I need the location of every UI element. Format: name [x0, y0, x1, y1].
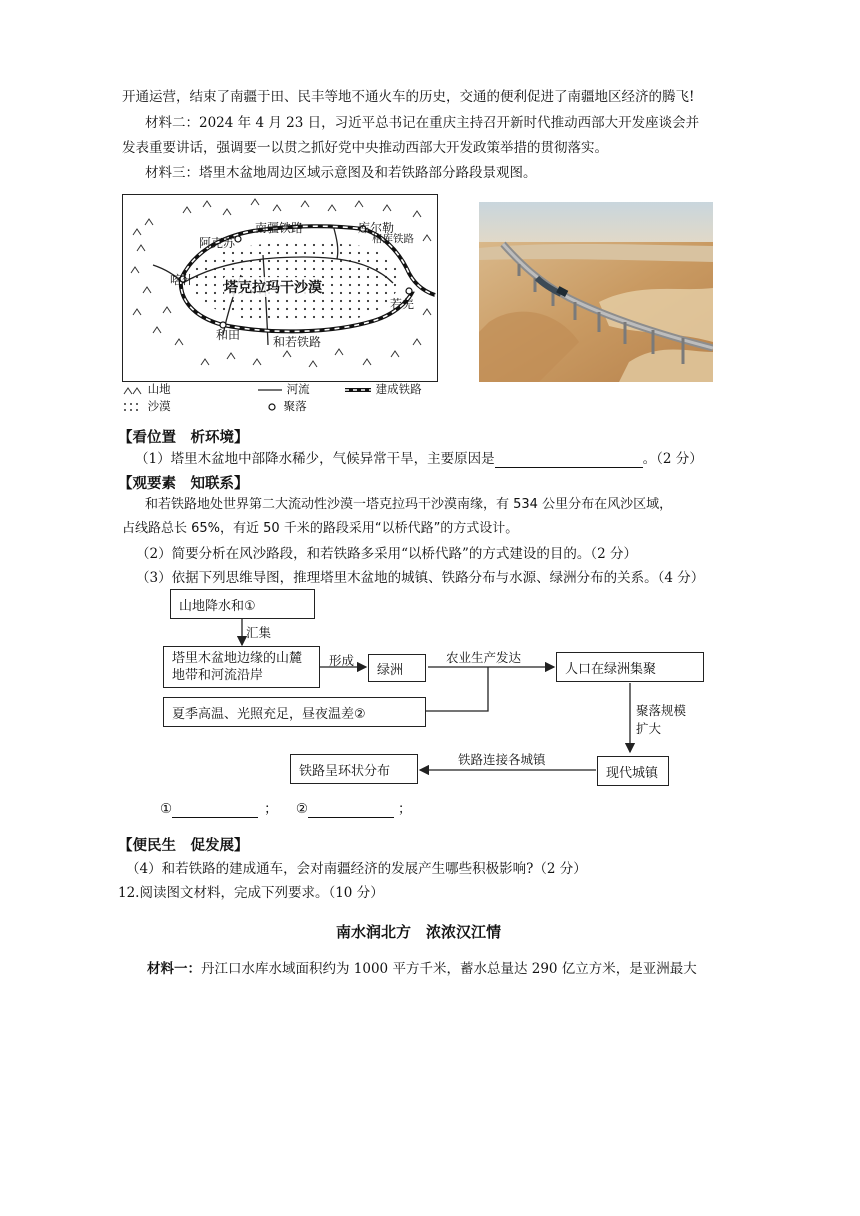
flow-box-climate: 夏季高温、光照充足，昼夜温差②: [163, 697, 426, 727]
legend-settlement: 聚落: [264, 398, 307, 414]
q12-material-1: 材料一：丹江口水库水域面积约为 1000 平方千米，蓄水总量达 290 亿立方米，是亚洲最大: [147, 961, 697, 977]
section-heading-location: 【看位置 析环境】: [118, 430, 249, 446]
label-south-xinjiang-rail: 南疆铁路: [255, 221, 304, 235]
flow-box-population: 人口在绿洲集聚: [556, 652, 704, 682]
label-aksu: 阿克苏: [199, 236, 236, 250]
flow-box-modern-city: 现代城镇: [597, 756, 669, 786]
label-korla: 库尔勒: [358, 221, 395, 235]
legend-mountain: 山地: [122, 381, 171, 397]
legend-railway: 建成铁路: [344, 381, 422, 397]
label-taklamakan-desert: 塔克拉玛干沙漠: [224, 277, 322, 297]
section-heading-elements: 【观要素 知联系】: [118, 476, 249, 492]
question-1: （1）塔里木盆地中部降水稀少，气候异常干旱，主要原因是 。（2 分）: [135, 451, 703, 467]
question-12: 12.阅读图文材料，完成下列要求。（10 分）: [118, 885, 384, 901]
question-4: （4）和若铁路的建成通车，会对南疆经济的发展产生哪些积极影响?（2 分）: [126, 861, 587, 877]
section-2-para-2: 占线路总长 65%，有近 50 千米的路段采用“以桥代路”的方式设计。: [122, 521, 519, 536]
flow-box-ring-railway: 铁路呈环状分布: [290, 754, 418, 784]
section-2-para-1: 和若铁路地处世界第二大流动性沙漠一塔克拉玛干沙漠南缘，有 534 公里分布在风沙区域，: [145, 497, 673, 512]
answer-blank-1: [172, 817, 258, 818]
flow-box-oasis: 绿洲: [368, 654, 426, 682]
flow-label-agriculture: 农业生产发达: [446, 650, 522, 665]
flow-label-expand-2: 扩大: [636, 721, 662, 736]
question-2: （2）简要分析在风沙路段，和若铁路多采用“以桥代路”的方式建设的目的。（2 分）: [136, 546, 638, 562]
question-3: （3）依据下列思维导图，推理塔里木盆地的城镇、铁路分布与水源、绿洲分布的关系。（4 分）: [136, 570, 705, 586]
label-herou-rail: 和若铁路: [273, 335, 322, 349]
flow-box-basin-edge: 塔里木盆地边缘的山麓 地带和河流沿岸: [163, 646, 320, 688]
intro-line-0: 开通运营，结束了南疆于田、民丰等地不通火车的历史，交通的便利促进了南疆地区经济的腾飞!: [122, 89, 695, 105]
material-2-line-2: 发表重要讲话，强调要一以贯之抓好党中央推动西部大开发政策举措的贯彻落实。: [122, 140, 608, 156]
label-gekou-rail: 格库铁路: [372, 233, 414, 245]
section-heading-livelihood: 【便民生 促发展】: [118, 838, 249, 854]
label-ruoqiang: 若羌: [390, 297, 415, 311]
legend-river: 河流: [257, 381, 310, 397]
answer-blanks-q3: ① ； ② ；: [160, 801, 412, 817]
material-3: 材料三：塔里木盆地周边区域示意图及和若铁路部分路段景观图。: [145, 165, 537, 181]
answer-blank-2: [308, 817, 394, 818]
material-2-line-1: 材料二：2024 年 4 月 23 日，习近平总书记在重庆主持召开新时代推动西部大开发座谈会并: [145, 115, 700, 131]
flow-label-form: 形成: [329, 653, 355, 668]
q12-title: 南水润北方 浓浓汉江情: [336, 923, 502, 941]
label-kashgar: 喀什: [170, 273, 195, 287]
flow-box-mountain-precipitation: 山地降水和①: [170, 589, 315, 619]
legend-desert: 沙漠: [122, 398, 171, 414]
flow-label-expand-1: 聚落规模: [636, 703, 687, 718]
flow-label-rail-connect: 铁路连接各城镇: [458, 752, 546, 767]
flow-label-collect: 汇集: [246, 625, 272, 640]
label-hotan: 和田: [216, 328, 241, 342]
